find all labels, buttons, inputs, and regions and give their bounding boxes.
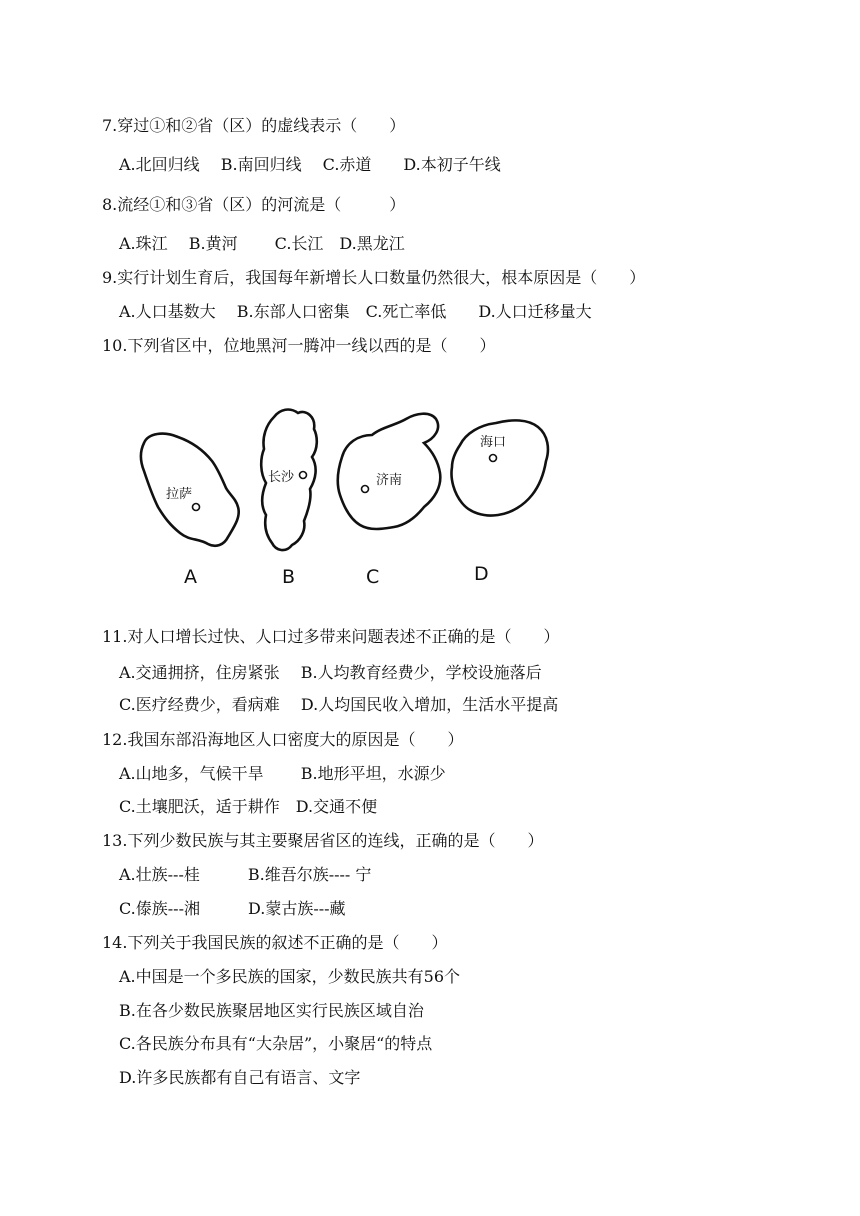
question-7-stem: 7.穿过①和②省（区）的虚线表示（ ） (102, 116, 406, 135)
map-c-letter: C (366, 566, 380, 588)
question-11-options-row-1: A.交通拥挤，住房紧张 B.人均教育经费少，学校设施落后 (119, 663, 542, 682)
map-a-capital-dot (193, 504, 200, 511)
question-11-stem: 11.对人口增长过快、人口过多带来问题表述不正确的是（ ） (102, 627, 560, 646)
question-13-stem: 13.下列少数民族与其主要聚居省区的连线，正确的是（ ） (102, 831, 544, 850)
question-12-stem: 12.我国东部沿海地区人口密度大的原因是（ ） (102, 730, 464, 749)
province-outline-figure (120, 395, 570, 600)
question-11-options-row-2: C.医疗经费少，看病难 D.人均国民收入增加，生活水平提高 (119, 695, 559, 714)
map-b-letter: B (282, 566, 296, 588)
question-13-options-row-1: A.壮族---桂 B.维吾尔族---- 宁 (119, 865, 372, 884)
question-7-options: A.北回归线 B.南回归线 C.赤道 D.本初子午线 (119, 155, 501, 174)
question-12-options-row-1: A.山地多，气候干旱 B.地形平坦，水源少 (119, 764, 446, 783)
question-14-option-b: B.在各少数民族聚居地区实行民族区域自治 (119, 1001, 424, 1020)
map-b-capital-dot (300, 472, 307, 479)
map-d-letter: D (474, 563, 489, 585)
question-10-stem: 10.下列省区中，位地黑河一腾冲一线以西的是（ ） (102, 336, 496, 355)
question-14-stem: 14.下列关于我国民族的叙述不正确的是（ ） (102, 933, 448, 952)
question-8-options: A.珠江 B.黄河 C.长江 D.黑龙江 (119, 234, 405, 253)
map-d-city-label: 海口 (480, 435, 507, 450)
map-c-capital-dot (362, 486, 369, 493)
question-12-options-row-2: C.土壤肥沃，适于耕作 D.交通不便 (119, 797, 378, 816)
question-9-stem: 9.实行计划生育后，我国每年新增长人口数量仍然很大，根本原因是（ ） (102, 268, 646, 287)
question-9-options: A.人口基数大 B.东部人口密集 C.死亡率低 D.人口迁移量大 (119, 302, 592, 321)
question-14-option-c: C.各民族分布具有“大杂居”，小聚居“的特点 (119, 1034, 433, 1053)
map-c-city-label: 济南 (376, 473, 403, 488)
map-a-letter: A (184, 566, 197, 588)
map-a-city-label: 拉萨 (166, 487, 193, 502)
map-b-city-label: 长沙 (268, 470, 295, 485)
map-d-capital-dot (490, 455, 497, 462)
question-14-option-a: A.中国是一个多民族的国家，少数民族共有56个 (119, 967, 461, 986)
question-8-stem: 8.流经①和③省（区）的河流是（ ） (102, 195, 406, 214)
map-c-outline (338, 414, 440, 529)
question-14-option-d: D.许多民族都有自己有语言、文字 (119, 1068, 361, 1087)
province-maps-svg (120, 395, 570, 600)
question-13-options-row-2: C.傣族---湘 D.蒙古族---藏 (119, 899, 346, 918)
